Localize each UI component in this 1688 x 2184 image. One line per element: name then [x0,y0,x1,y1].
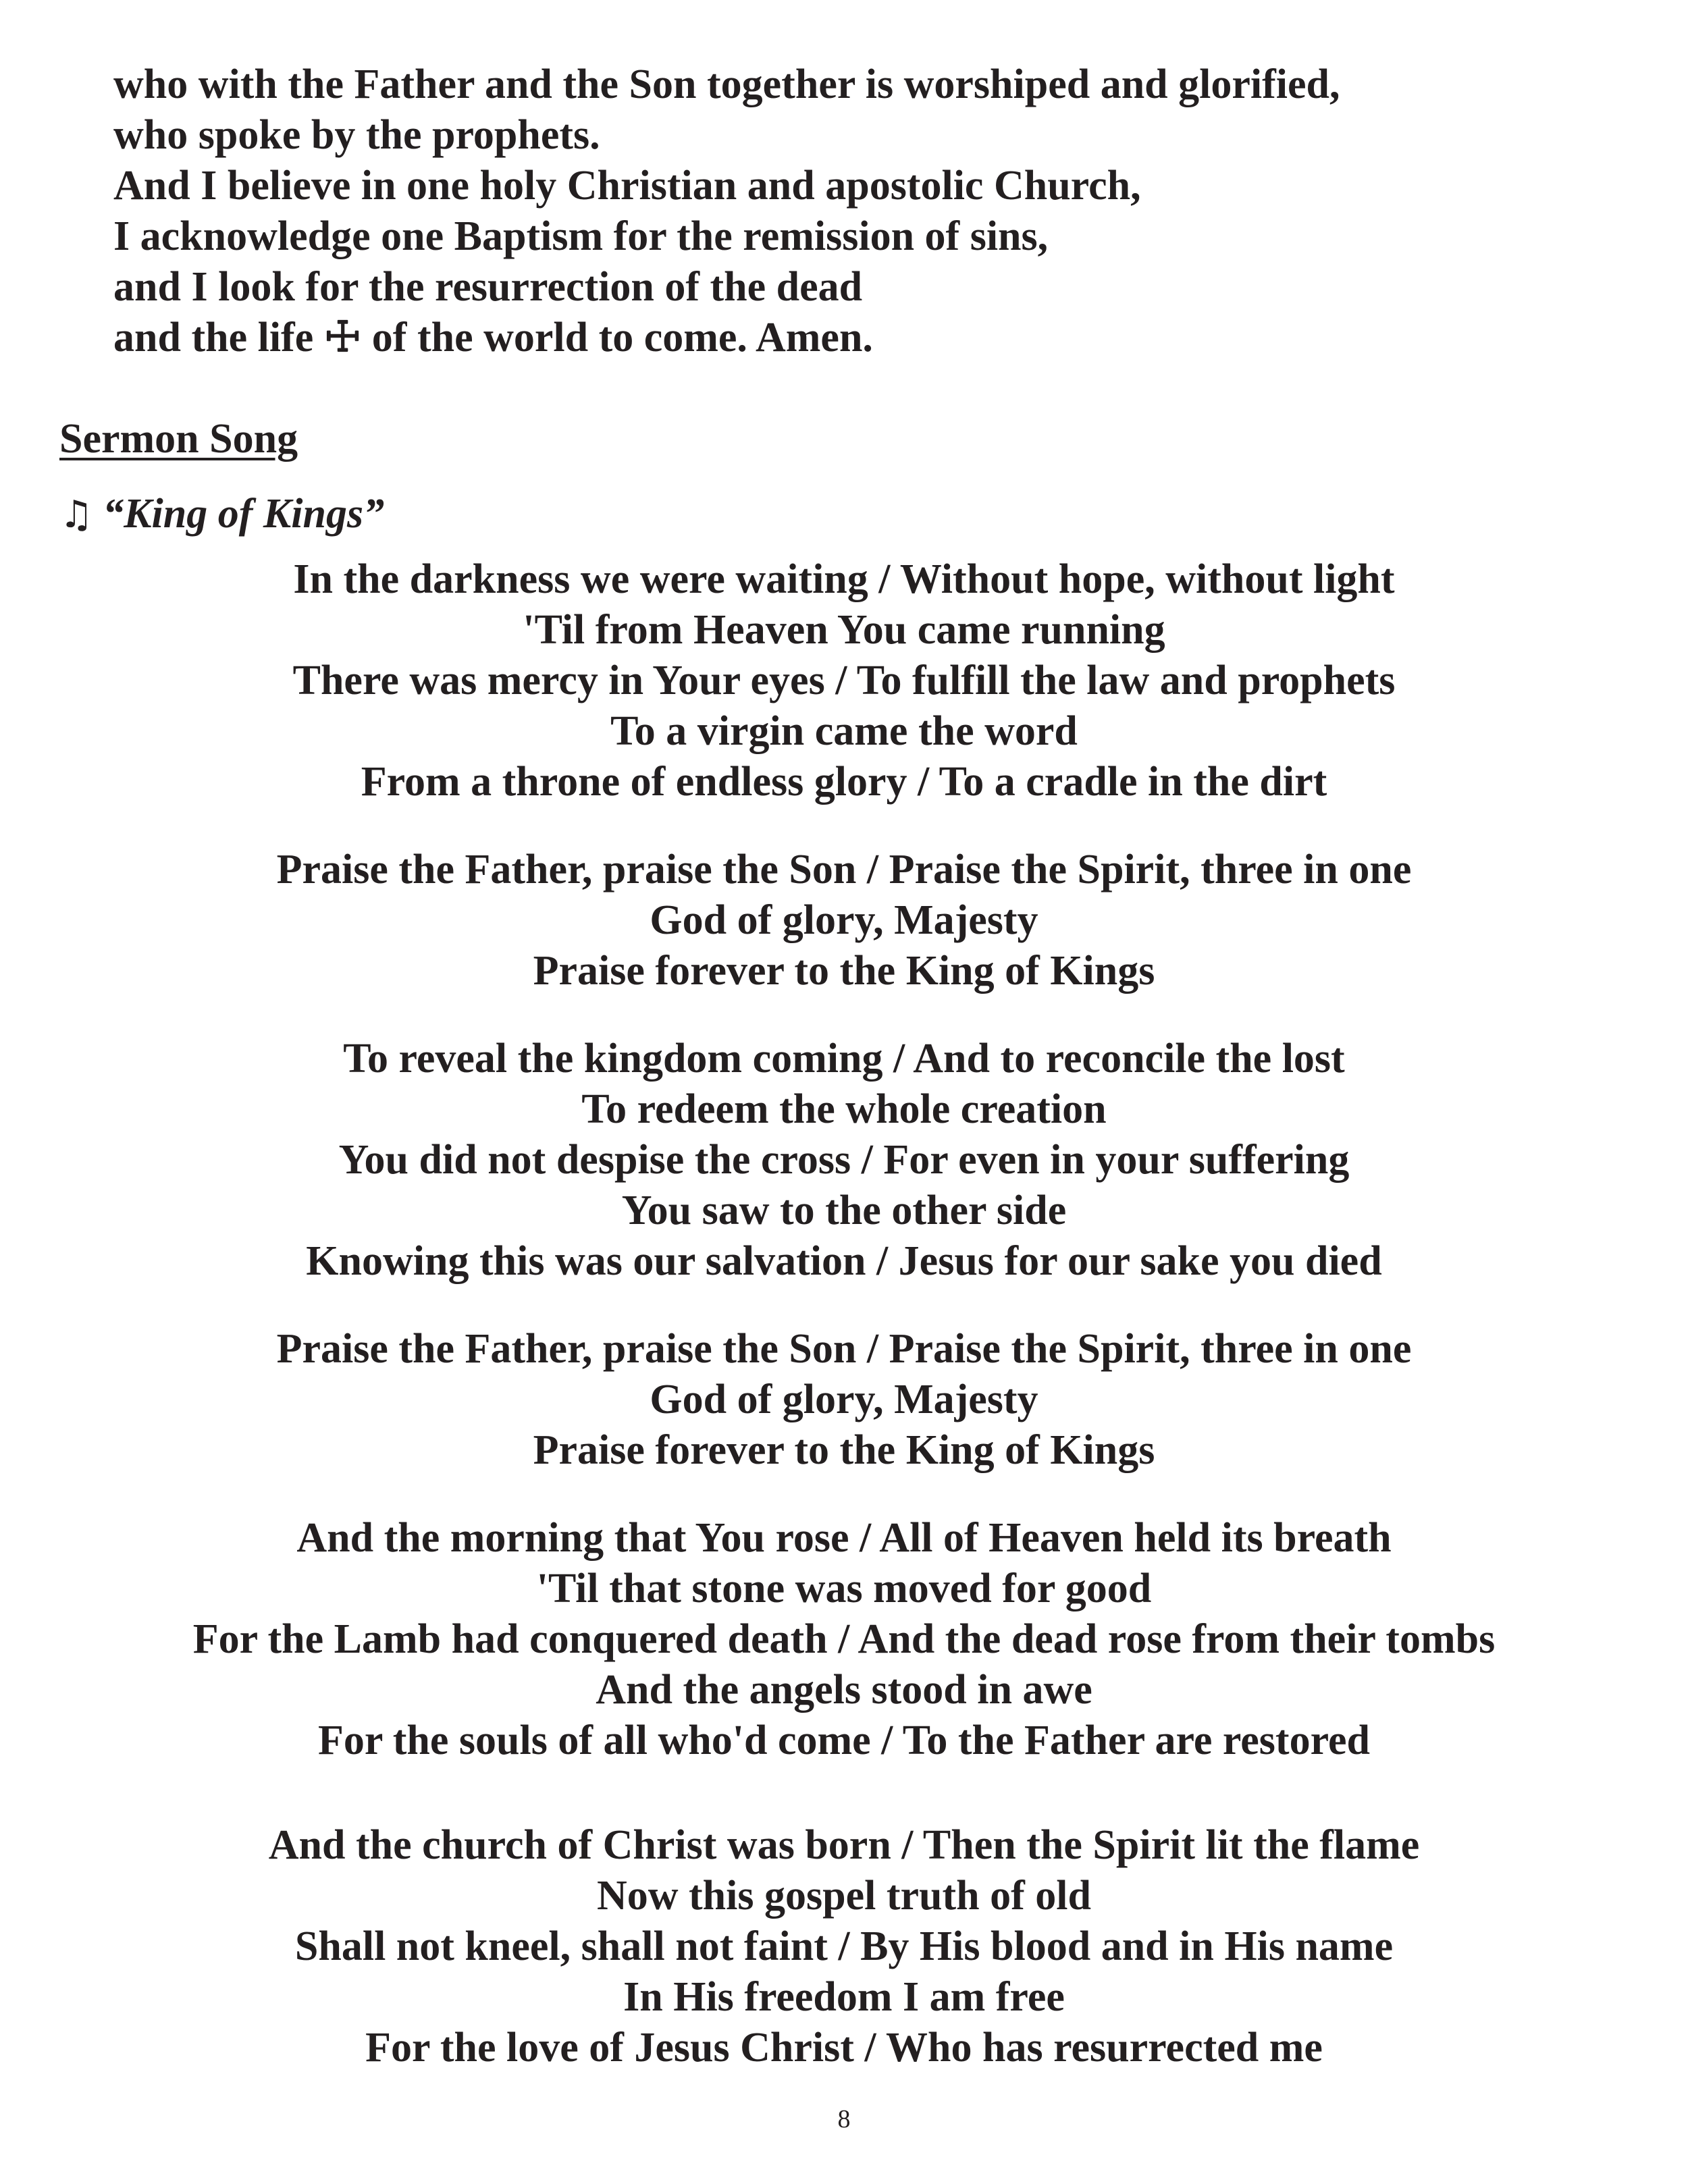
creed-line: And I believe in one holy Christian and apostolic Church, [113,163,1141,209]
lyric-line: To redeem the whole creation [581,1086,1107,1132]
lyric-line: God of glory, Majesty [650,897,1038,943]
creed-line: I acknowledge one Baptism for the remission of sins, [113,213,1049,259]
lyric-line: And the angels stood in awe [596,1667,1092,1713]
lyric-line: And the morning that You rose / All of Heaven held its breath [296,1515,1392,1561]
creed-line: and I look for the resurrection of the dead [113,264,863,310]
chorus [0,845,1688,996]
song-lyrics [0,554,1688,2110]
music-note-icon: ♫ [59,493,94,537]
stanza [0,1513,1688,1766]
lyric-line: Knowing this was our salvation / Jesus for our sake you died [306,1238,1382,1284]
stanza [0,554,1688,807]
lyric-line: God of glory, Majesty [650,1377,1038,1422]
stanza [0,1820,1688,2073]
lyric-line: From a throne of endless glory / To a cradle in the dirt [361,759,1327,805]
lyric-line: In His freedom I am free [623,1974,1065,2020]
creed-line: and the life ☩ of the world to come. Amen. [113,315,873,361]
lyric-line: 'Til from Heaven You came running [523,607,1165,653]
lyric-line: Shall not kneel, shall not faint / By His blood and in His name [294,1923,1394,1969]
song-title [59,490,384,538]
lyric-line: To a virgin came the word [610,708,1078,754]
lyric-line: Now this gospel truth of old [596,1873,1091,1919]
lyric-line: 'Til that stone was moved for good [536,1566,1152,1612]
lyric-line: You did not despise the cross / For even in your suffering [338,1137,1350,1183]
creed-line: who with the Father and the Son together is worshiped and glorified, [113,61,1340,107]
lyric-line: There was mercy in Your eyes / To fulfill the law and prophets [292,658,1396,703]
lyric-line: For the souls of all who'd come / To the Father are restored [318,1717,1370,1763]
lyric-line: Praise forever to the King of Kings [533,1427,1155,1473]
stanza [0,1034,1688,1287]
lyric-line: And the church of Christ was born / Then the Spirit lit the flame [268,1822,1420,1868]
lyric-line: To reveal the kingdom coming / And to reconcile the lost [343,1036,1345,1082]
lyric-line: You saw to the other side [621,1188,1067,1233]
lyric-line: For the love of Jesus Christ / Who has resurrected me [365,2025,1323,2071]
lyric-line: Praise the Father, praise the Son / Praise the Spirit, three in one [276,847,1412,893]
section-heading: Sermon Song [59,416,298,462]
lyric-line: Praise the Father, praise the Son / Praise the Spirit, three in one [276,1326,1412,1372]
lyric-line: For the Lamb had conquered death / And the dead rose from their tombs [192,1616,1496,1662]
page-number: 8 [837,2105,851,2133]
song-title-text: “King of Kings” [103,491,385,537]
creed-line: who spoke by the prophets. [113,112,600,158]
lyric-line: Praise forever to the King of Kings [533,948,1155,994]
chorus [0,1324,1688,1476]
creed-text [113,59,1340,363]
lyric-line: In the darkness we were waiting / Without hope, without light [293,556,1395,602]
